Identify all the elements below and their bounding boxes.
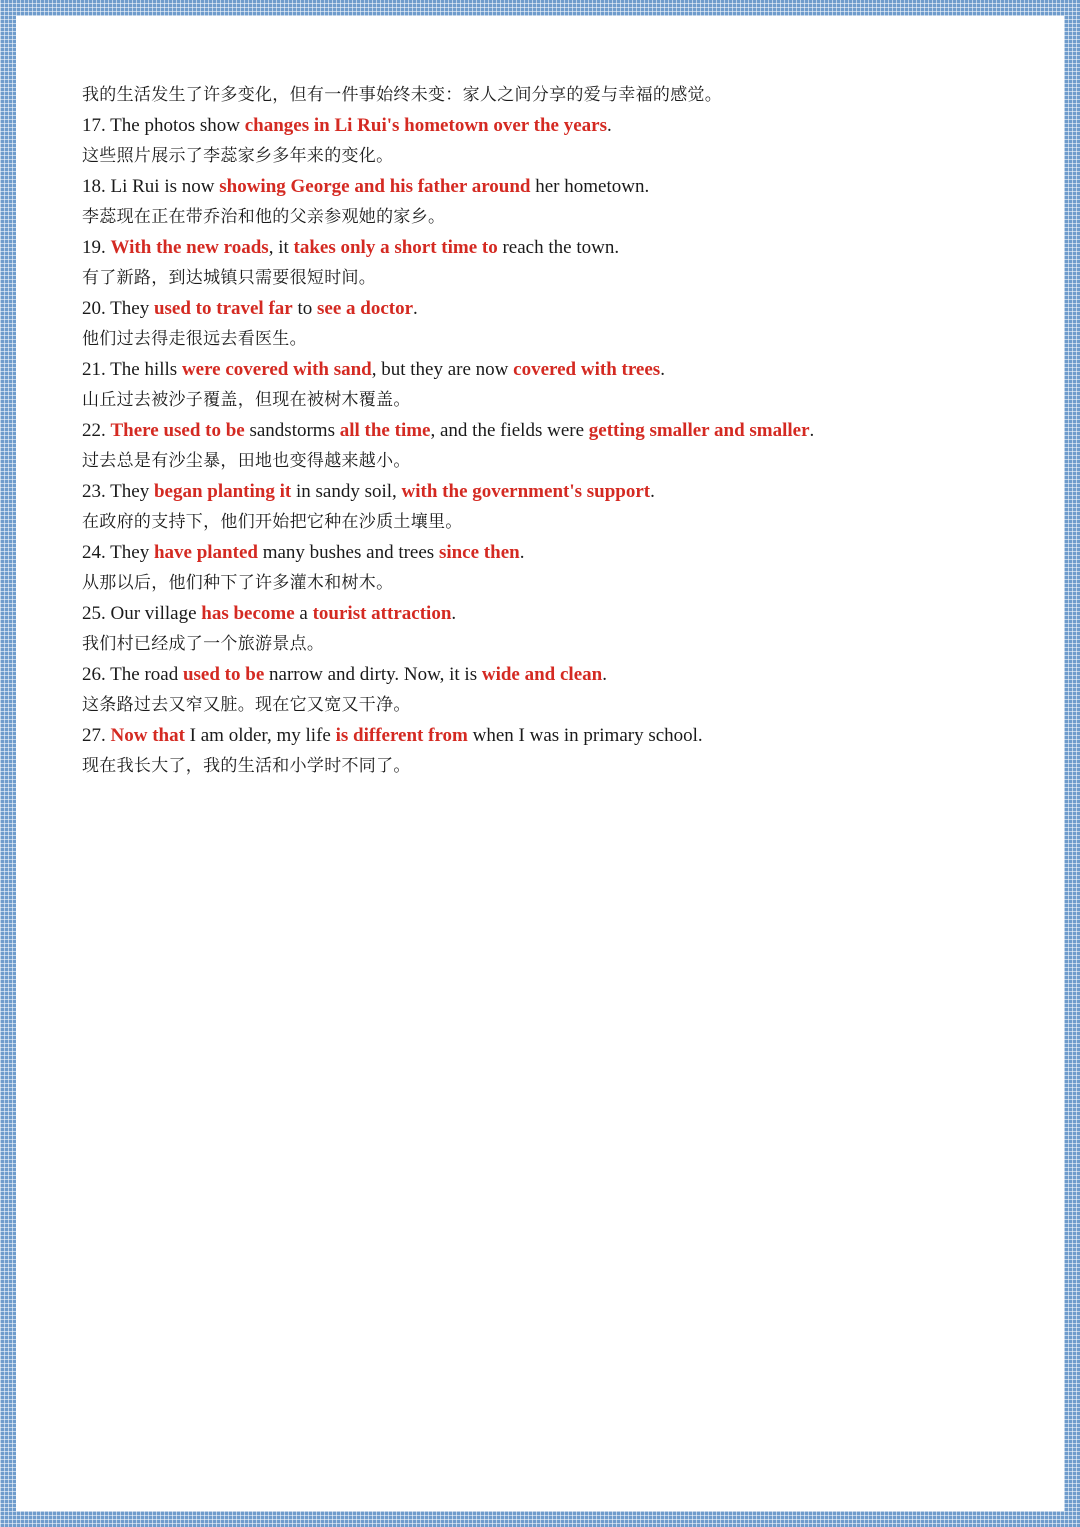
- sentence-text: narrow and dirty. Now, it is: [264, 664, 482, 685]
- sentence-text: her hometown.: [530, 176, 650, 197]
- sentence-text: 24. They: [82, 542, 154, 563]
- key-phrase: tourist attraction: [312, 603, 452, 624]
- sentence-item: [82, 233, 1042, 293]
- sentence-text: a: [294, 603, 313, 624]
- sentence-item: [82, 660, 1042, 720]
- key-phrase: Now that: [110, 725, 185, 746]
- sentence-items: [82, 111, 1042, 781]
- sentence-text: .: [602, 664, 607, 685]
- sentence-text: 23. They: [82, 481, 154, 502]
- sentence-text: 27.: [82, 725, 111, 746]
- chinese-translation: 山丘过去被沙子覆盖，但现在被树木覆盖。: [82, 390, 411, 410]
- sentence-item: [82, 477, 1042, 537]
- english-sentence: [82, 172, 1042, 202]
- sentence-text: , and the fields were: [430, 420, 589, 441]
- key-phrase: covered with trees: [513, 359, 661, 380]
- sentence-item: [82, 721, 1042, 781]
- key-phrase: used to travel far: [153, 298, 293, 319]
- sentence-text: .: [606, 115, 612, 136]
- sentence-text: sandstorms: [244, 420, 340, 441]
- sentence-text: .: [519, 542, 525, 563]
- chinese-translation: 我们村已经成了一个旅游景点。: [82, 634, 325, 654]
- sentence-text: .: [413, 298, 418, 319]
- sentence-text: 26. The road: [82, 664, 183, 685]
- sentence-text: .: [809, 420, 815, 441]
- intro-translation-line: 我的生活发生了许多变化，但有一件事始终未变：家人之间分享的爱与幸福的感觉。: [82, 85, 723, 105]
- key-phrase: wide and clean: [481, 664, 603, 685]
- sentence-item: [82, 416, 1042, 476]
- chinese-translation: 在政府的支持下，他们开始把它种在沙质土壤里。: [82, 512, 463, 532]
- sentence-item: [82, 294, 1042, 354]
- english-sentence: [82, 477, 1042, 507]
- sentence-text: 17. The photos show: [82, 115, 245, 136]
- sentence-text: 18. Li Rui is now: [82, 176, 220, 197]
- sentence-text: reach the town.: [497, 237, 620, 258]
- key-phrase: has become: [201, 603, 295, 624]
- chinese-translation: 过去总是有沙尘暴，田地也变得越来越小。: [82, 451, 411, 471]
- chinese-translation: 从那以后，他们种下了许多灌木和树木。: [82, 573, 394, 593]
- sentence-text: .: [451, 603, 457, 624]
- chinese-translation: 他们过去得走很远去看医生。: [82, 329, 307, 349]
- sentence-item: [82, 111, 1042, 171]
- sentence-list: [82, 80, 1042, 781]
- sentence-item: [82, 599, 1042, 659]
- sentence-text: 22.: [82, 420, 111, 441]
- sentence-item: [82, 538, 1042, 598]
- sentence-text: I am older, my life: [184, 725, 336, 746]
- key-phrase: began planting it: [153, 481, 292, 502]
- page-sheet: [16, 16, 1064, 1511]
- sentence-text: to: [292, 298, 318, 319]
- english-sentence: [82, 294, 1042, 324]
- english-sentence: [82, 233, 1042, 263]
- sentence-text: many bushes and trees: [257, 542, 439, 563]
- chinese-translation: 李蕊现在正在带乔治和他的父亲参观她的家乡。: [82, 207, 446, 227]
- english-sentence: [82, 538, 1042, 568]
- key-phrase: all the time: [339, 420, 431, 441]
- key-phrase: With the new roads: [110, 237, 269, 258]
- key-phrase: takes only a short time to: [293, 237, 498, 258]
- key-phrase: with the government's support: [401, 481, 651, 502]
- chinese-translation: 这条路过去又窄又脏。现在它又宽又干净。: [82, 695, 411, 715]
- key-phrase: see a doctor: [317, 298, 414, 319]
- english-sentence: [82, 599, 1042, 629]
- sentence-text: , it: [268, 237, 294, 258]
- english-sentence: [82, 660, 1042, 690]
- english-sentence: [82, 355, 1042, 385]
- key-phrase: used to be: [182, 664, 265, 685]
- sentence-text: .: [660, 359, 665, 380]
- key-phrase: getting smaller and smaller: [588, 420, 810, 441]
- english-sentence: [82, 721, 1042, 751]
- sentence-item: [82, 355, 1042, 415]
- sentence-text: .: [650, 481, 655, 502]
- sentence-text: in sandy soil,: [291, 481, 402, 502]
- sentence-text: 25. Our village: [82, 603, 202, 624]
- english-sentence: [82, 111, 1042, 141]
- english-sentence: [82, 416, 1042, 446]
- key-phrase: changes in Li Rui's hometown over the years: [244, 115, 607, 136]
- key-phrase: since then: [438, 542, 520, 563]
- key-phrase: There used to be: [110, 420, 245, 441]
- key-phrase: is different from: [335, 725, 468, 746]
- sentence-text: 21. The hills: [82, 359, 182, 380]
- sentence-item: [82, 172, 1042, 232]
- key-phrase: have planted: [153, 542, 258, 563]
- sentence-text: , but they are now: [371, 359, 514, 380]
- sentence-text: when I was in primary school.: [467, 725, 703, 746]
- key-phrase: showing George and his father around: [219, 176, 531, 197]
- key-phrase: were covered with sand: [181, 359, 372, 380]
- chinese-translation: 这些照片展示了李蕊家乡多年来的变化。: [82, 146, 394, 166]
- sentence-text: 19.: [82, 237, 111, 258]
- chinese-translation: 有了新路，到达城镇只需要很短时间。: [82, 268, 377, 288]
- sentence-text: 20. They: [82, 298, 154, 319]
- chinese-translation: 现在我长大了，我的生活和小学时不同了。: [82, 756, 411, 776]
